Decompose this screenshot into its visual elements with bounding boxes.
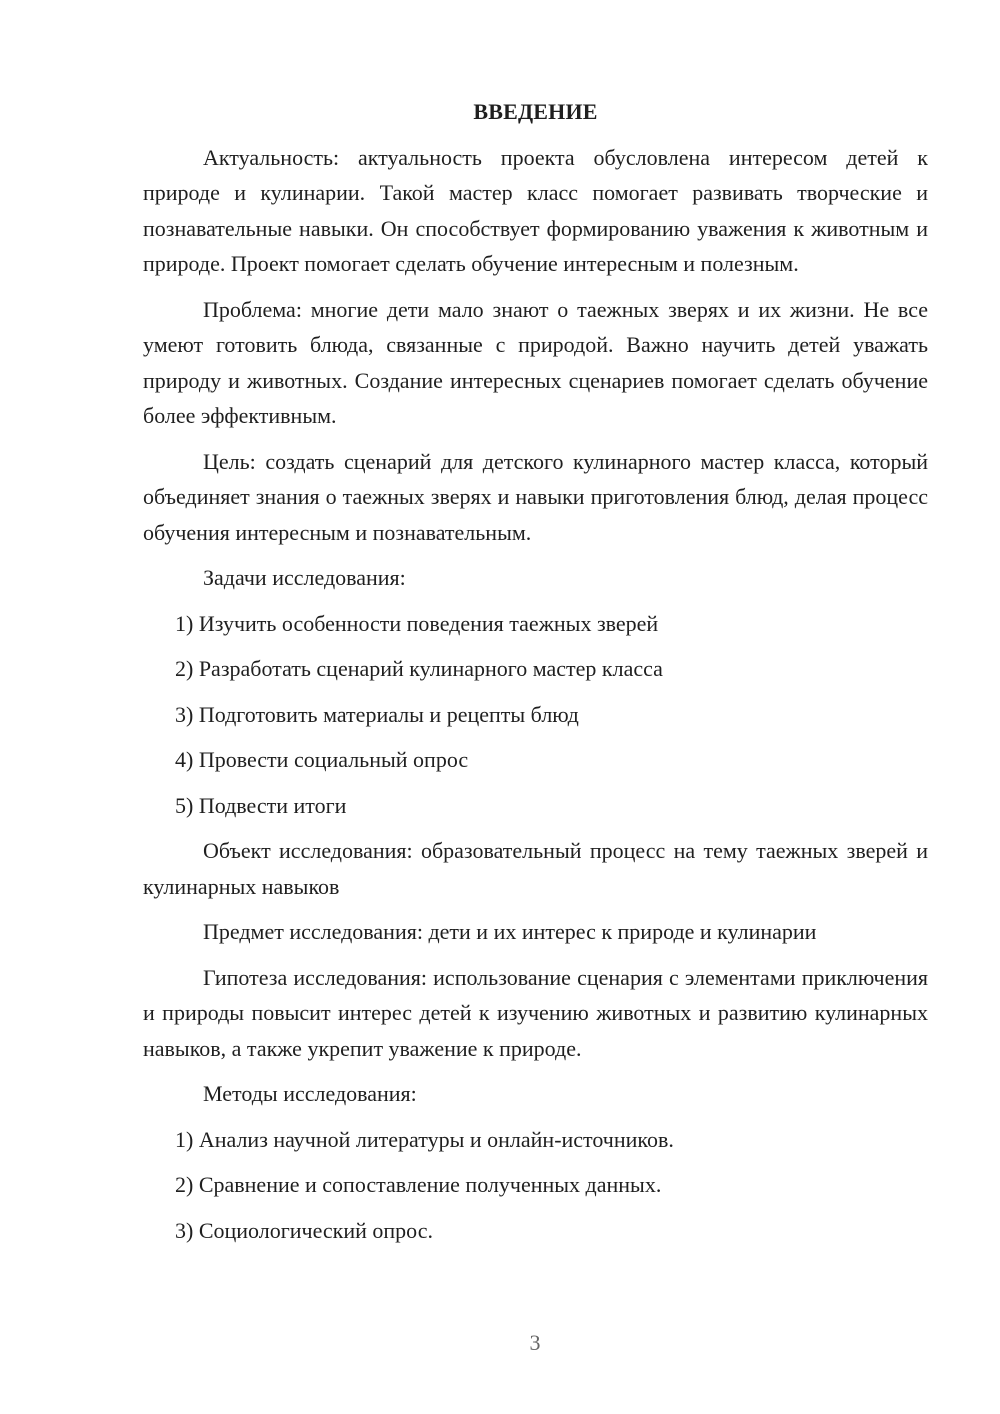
document-page [143,94,928,1258]
methods-heading: Методы исследования: [203,1081,417,1106]
relevance-paragraph: Актуальность: актуальность проекта обусловлена интересом детей к природе и кулинарии. Такой мастер класс помогает развивать творческие и познавательные навыки. Он способствует формированию уважения к животным и природе. Проект помогает сделать обучение интересным и полезным. [143,144,928,276]
list-item: 1) Изучить особенности поведения таежных зверей [175,610,659,636]
list-item: 4) Провести социальный опрос [175,747,469,772]
list-item: 3) Подготовить материалы и рецепты блюд [175,701,579,727]
methods-list [143,1122,928,1249]
object-paragraph: Объект исследования: образовательный процесс на тему таежных зверей и кулинарных навыков [143,838,928,899]
list-item: 2) Разработать сценарий кулинарного мастер класса [175,656,663,681]
list-item: 5) Подвести итоги [175,792,347,818]
tasks-list [143,606,928,824]
list-item: 1) Анализ научной литературы и онлайн-источников. [175,1126,674,1152]
tasks-heading: Задачи исследования: [203,565,406,590]
list-item: 2) Сравнение и сопоставление полученных данных. [175,1172,662,1197]
subject-paragraph: Предмет исследования: дети и их интерес к природе и кулинарии [203,919,817,944]
page-number: 3 [529,1330,541,1355]
list-item: 3) Социологический опрос. [175,1217,433,1243]
page-title: ВВЕДЕНИЕ [473,99,598,124]
goal-paragraph: Цель: создать сценарий для детского кулинарного мастер класса, который объединяет знания о таежных зверях и навыки приготовления блюд, делая процесс обучения интересным и познавательным. [143,448,928,545]
problem-paragraph: Проблема: многие дети мало знают о таежных зверях и их жизни. Не все умеют готовить блюда, связанные с природой. Важно научить детей уважать природу и животных. Создание интересных сценариев помогает сделать обучение более эффективным. [143,296,928,428]
hypothesis-paragraph: Гипотеза исследования: использование сценария с элементами приключения и природы повысит интерес детей к изучению животных и развитию кулинарных навыков, а также укрепит уважение к природе. [143,964,928,1061]
